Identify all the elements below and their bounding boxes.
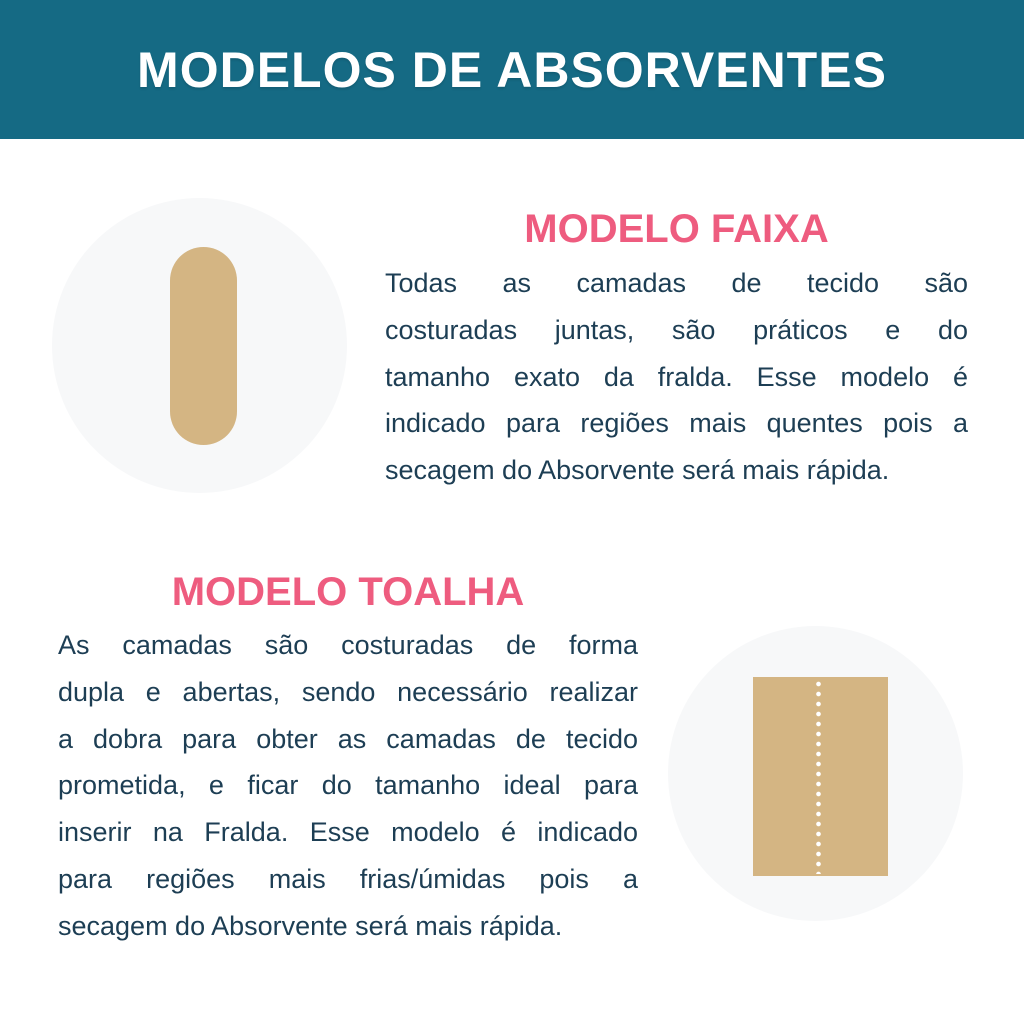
- toalha-description-line: secagem do Absorvente será mais rápida.: [58, 910, 563, 941]
- toalha-description-line: a dobra para obter as camadas de tecido: [58, 723, 638, 754]
- toalha-description-line: para regiões mais frias/úmidas pois a: [58, 863, 638, 894]
- fold-stitch-line-icon: [816, 679, 821, 874]
- toalha-section-title: MODELO TOALHA: [171, 570, 525, 614]
- toalha-description-line: As camadas são costuradas de forma: [58, 630, 638, 660]
- toalha-description-line: dupla e abertas, sendo necessário realizar: [58, 676, 638, 707]
- faixa-section-title: MODELO FAIXA: [524, 207, 829, 251]
- faixa-illustration-circle: [52, 198, 347, 493]
- toalha-description-line: prometida, e ficar do tamanho ideal para: [58, 770, 638, 801]
- page-title: MODELOS DE ABSORVENTES: [137, 41, 887, 98]
- faixa-description-line: costuradas juntas, são práticos e do: [385, 314, 968, 345]
- toalha-description-line: inserir na Fralda. Esse modelo é indicado: [58, 817, 638, 848]
- faixa-description-line: Todas as camadas de tecido são: [385, 268, 968, 298]
- header-banner: [0, 0, 1024, 139]
- faixa-description-line: tamanho exato da fralda. Esse modelo é: [385, 361, 968, 392]
- band-pad-icon: [170, 247, 237, 445]
- folded-towel-pad-icon: [753, 677, 888, 876]
- toalha-description: [58, 622, 638, 950]
- faixa-description-line: indicado para regiões mais quentes pois a: [385, 408, 968, 439]
- toalha-illustration-circle: [668, 626, 963, 921]
- faixa-description-line: secagem do Absorvente será mais rápida.: [385, 455, 890, 486]
- faixa-description: [385, 260, 968, 494]
